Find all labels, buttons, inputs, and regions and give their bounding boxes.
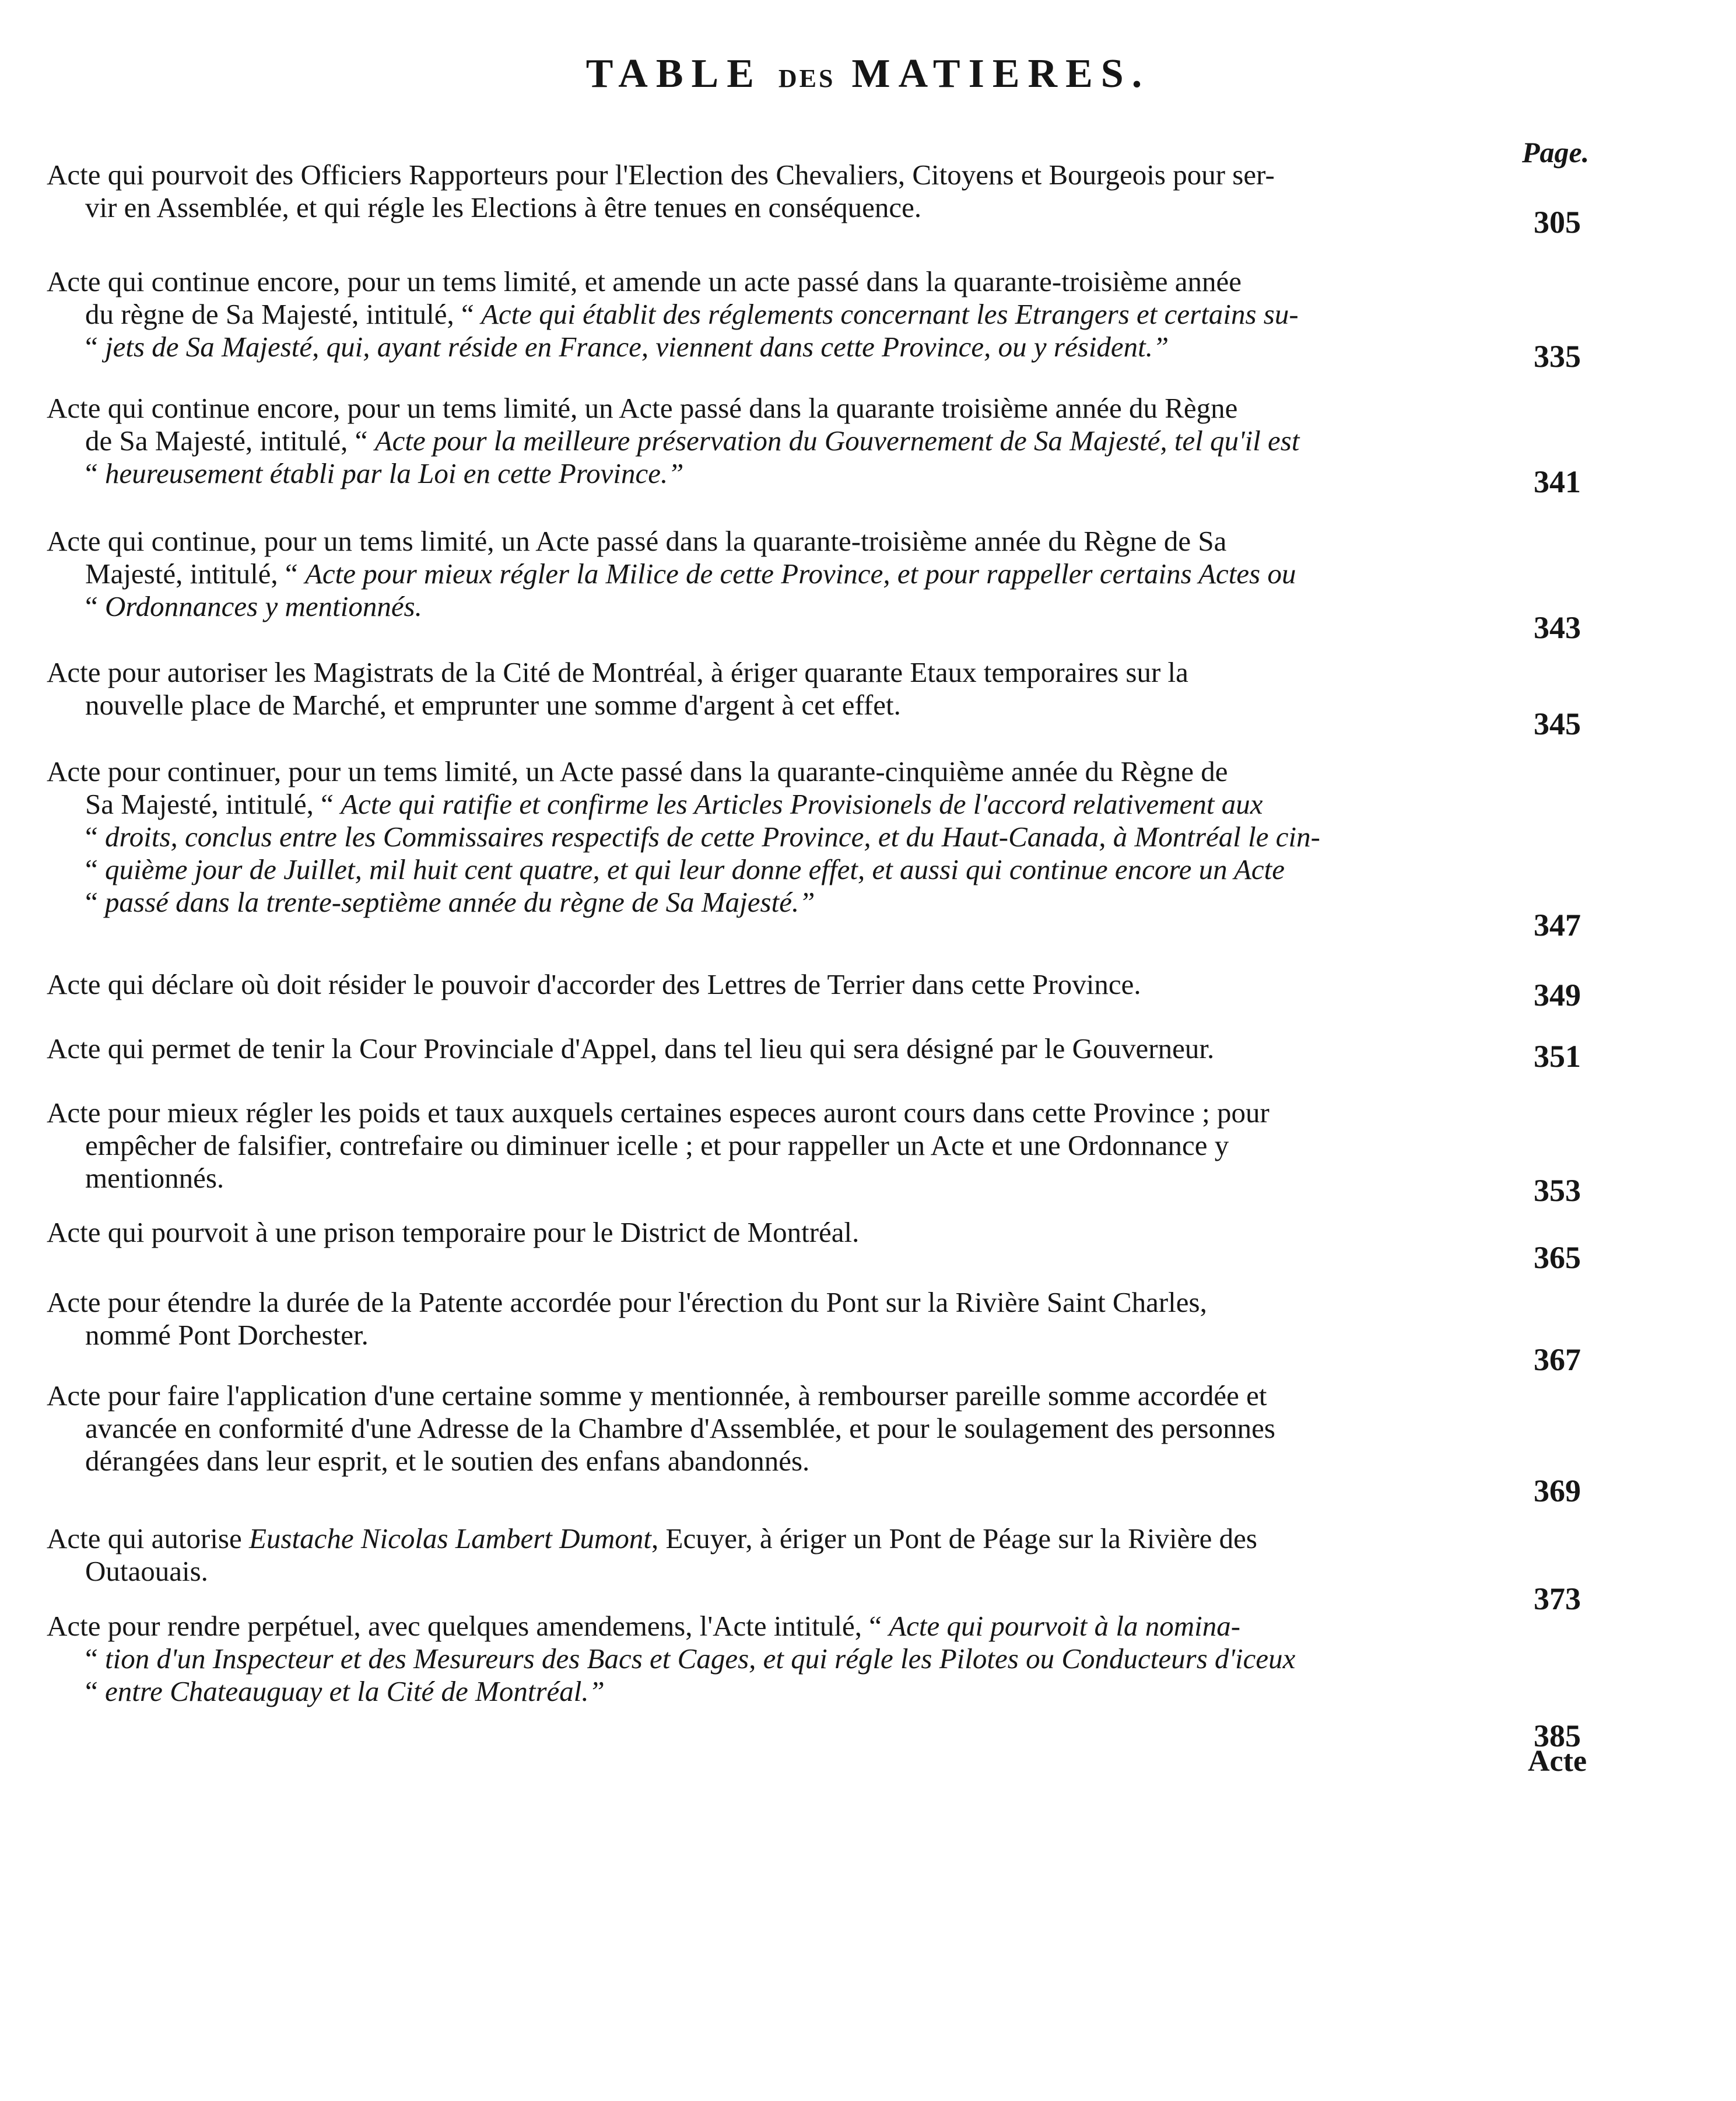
toc-entry bbox=[47, 1032, 1499, 1065]
page-number: 351 bbox=[1534, 1039, 1581, 1074]
text: “ bbox=[85, 853, 105, 885]
toc-entry-line bbox=[47, 298, 1499, 331]
toc-entry-line bbox=[47, 1286, 1499, 1319]
toc-entry-line bbox=[47, 821, 1499, 853]
text: Acte pour continuer, pour un tems limité, un Acte passé dans la quarante-cinquième année du Règne de bbox=[47, 755, 1228, 787]
toc-entry-line bbox=[47, 656, 1499, 689]
text: dérangées dans leur esprit, et le soutien des enfans abandonnés. bbox=[85, 1445, 810, 1477]
toc-entry bbox=[47, 1097, 1499, 1195]
text: Acte qui continue, pour un tems limité, un Acte passé dans la quarante-troisième année du Règne de Sa bbox=[47, 525, 1227, 557]
toc-entry bbox=[47, 656, 1499, 722]
toc-entry-line bbox=[47, 1412, 1499, 1445]
toc-entry-line bbox=[47, 886, 1499, 919]
text: Acte qui continue encore, pour un tems limité, un Acte passé dans la quarante troisième année du Règne bbox=[47, 392, 1238, 424]
text: Acte pour mieux régler les poids et taux auxquels certaines especes auront cours dans cette Province ; pour bbox=[47, 1097, 1269, 1129]
title-part-2: DES bbox=[778, 64, 836, 93]
italic-text: passé dans la trente-septième année du règne de Sa Majesté.” bbox=[105, 886, 815, 918]
toc-entry-line bbox=[47, 525, 1499, 558]
toc-entry-line bbox=[47, 1675, 1499, 1708]
toc-entry-line bbox=[47, 1032, 1499, 1065]
italic-text: Acte qui pourvoit à la nomina- bbox=[889, 1610, 1241, 1642]
title-part-3: MATIERES. bbox=[851, 51, 1151, 96]
italic-text: Acte qui ratifie et confirme les Articles Provisionels de l'accord relativement aux bbox=[341, 788, 1263, 820]
toc-entry-line bbox=[47, 689, 1499, 722]
text: , Ecuyer, à ériger un Pont de Péage sur la Rivière des bbox=[651, 1522, 1257, 1554]
toc-entry-line bbox=[47, 1555, 1499, 1588]
text: Acte qui pourvoit à une prison temporaire pour le District de Montréal. bbox=[47, 1216, 860, 1248]
toc-entry bbox=[47, 525, 1499, 623]
text: mentionnés. bbox=[85, 1162, 225, 1194]
page-number: 367 bbox=[1534, 1342, 1581, 1377]
toc-entry-line bbox=[47, 457, 1499, 490]
text: “ bbox=[85, 590, 105, 622]
page-number: 305 bbox=[1534, 205, 1581, 240]
text: nouvelle place de Marché, et emprunter une somme d'argent à cet effet. bbox=[85, 689, 901, 721]
text: de Sa Majesté, intitulé, “ bbox=[85, 425, 375, 457]
toc-entry-line bbox=[47, 1216, 1499, 1249]
toc-entry-line bbox=[47, 558, 1499, 590]
page-column-header: Page. bbox=[1522, 136, 1590, 169]
text: Acte qui permet de tenir la Cour Provinciale d'Appel, dans tel lieu qui sera désigné par le Gouverneur. bbox=[47, 1032, 1215, 1064]
italic-text: Acte pour la meilleure préservation du Gouvernement de Sa Majesté, tel qu'il est bbox=[374, 425, 1300, 457]
toc-entry-line bbox=[47, 265, 1499, 298]
toc-entry-line bbox=[47, 331, 1499, 363]
toc-entry bbox=[47, 755, 1499, 919]
page-number: 365 bbox=[1534, 1240, 1581, 1275]
text: Acte pour étendre la durée de la Patente accordée pour l'érection du Pont sur la Rivière Saint Charles, bbox=[47, 1286, 1207, 1318]
toc-entry-line bbox=[47, 1610, 1499, 1643]
italic-text: Eustache Nicolas Lambert Dumont bbox=[248, 1522, 652, 1554]
toc-entry bbox=[47, 968, 1499, 1001]
toc-entry-line bbox=[47, 590, 1499, 623]
toc-entry bbox=[47, 1522, 1499, 1588]
italic-text: Acte qui établit des réglements concernant les Etrangers et certains su- bbox=[481, 298, 1299, 330]
toc-entry bbox=[47, 1286, 1499, 1351]
toc-entry bbox=[47, 392, 1499, 490]
text: avancée en conformité d'une Adresse de la Chambre d'Assemblée, et pour le soulagement des personnes bbox=[85, 1412, 1275, 1444]
text: du règne de Sa Majesté, intitulé, “ bbox=[85, 298, 481, 330]
toc-entry-line bbox=[47, 392, 1499, 425]
page-title bbox=[0, 48, 1736, 105]
toc-entry-line bbox=[47, 1097, 1499, 1129]
text: Acte qui autorise bbox=[47, 1522, 249, 1554]
page-number: 385 bbox=[1534, 1718, 1581, 1753]
toc-entry-line bbox=[47, 755, 1499, 788]
text: Acte qui déclare où doit résider le pouvoir d'accorder des Lettres de Terrier dans cette Province. bbox=[47, 968, 1141, 1000]
italic-text: tion d'un Inspecteur et des Mesureurs des Bacs et Cages, et qui régle les Pilotes ou Conducteurs d'iceux bbox=[105, 1643, 1296, 1675]
toc-entry bbox=[47, 1216, 1499, 1249]
text: “ bbox=[85, 1675, 105, 1707]
toc-entry bbox=[47, 265, 1499, 363]
page-number: 341 bbox=[1534, 464, 1581, 499]
toc-entry-line bbox=[47, 425, 1499, 457]
toc-entry-line bbox=[47, 968, 1499, 1001]
toc-entry-line bbox=[47, 1129, 1499, 1162]
italic-text: droits, conclus entre les Commissaires respectifs de cette Province, et du Haut-Canada, à Montréal le cin- bbox=[105, 821, 1320, 853]
text: “ bbox=[85, 457, 105, 489]
text: empêcher de falsifier, contrefaire ou diminuer icelle ; et pour rappeller un Acte et une Ordonnance y bbox=[85, 1129, 1229, 1161]
text: Acte pour autoriser les Magistrats de la Cité de Montréal, à ériger quarante Etaux temporaires sur la bbox=[47, 656, 1188, 688]
toc-entry-line bbox=[47, 1522, 1499, 1555]
toc-entry bbox=[47, 1610, 1499, 1708]
toc-entry-line bbox=[47, 159, 1499, 191]
text: nommé Pont Dorchester. bbox=[85, 1319, 369, 1351]
toc-entry bbox=[47, 1379, 1499, 1477]
italic-text: entre Chateauguay et la Cité de Montréal.” bbox=[105, 1675, 605, 1707]
text: Acte qui continue encore, pour un tems limité, et amende un acte passé dans la quarante-troisième année bbox=[47, 265, 1242, 297]
page-number: 335 bbox=[1534, 339, 1581, 374]
italic-text: heureusement établi par la Loi en cette Province.” bbox=[105, 457, 684, 489]
toc-entry-line bbox=[47, 1162, 1499, 1195]
title-part-1: TABLE bbox=[585, 51, 762, 96]
text: Outaouais. bbox=[85, 1555, 208, 1587]
text: Majesté, intitulé, “ bbox=[85, 558, 305, 590]
text: “ bbox=[85, 821, 105, 853]
toc-entry-line bbox=[47, 788, 1499, 821]
text: Sa Majesté, intitulé, “ bbox=[85, 788, 341, 820]
text: Acte pour rendre perpétuel, avec quelques amendemens, l'Acte intitulé, “ bbox=[47, 1610, 889, 1642]
toc-entry-line bbox=[47, 1643, 1499, 1675]
italic-text: quième jour de Juillet, mil huit cent quatre, et qui leur donne effet, et aussi qui continue encore un Acte bbox=[105, 853, 1285, 885]
page-number: 349 bbox=[1534, 978, 1581, 1013]
italic-text: Acte pour mieux régler la Milice de cette Province, et pour rappeller certains Actes ou bbox=[304, 558, 1296, 590]
text: vir en Assemblée, et qui régle les Elections à être tenues en conséquence. bbox=[85, 191, 922, 223]
page-number: 353 bbox=[1534, 1173, 1581, 1208]
page-number: 343 bbox=[1534, 610, 1581, 645]
toc-entry-line bbox=[47, 1445, 1499, 1477]
page-number: 369 bbox=[1534, 1473, 1581, 1508]
toc-entry-line bbox=[47, 191, 1499, 224]
text: “ bbox=[85, 331, 105, 363]
text: “ bbox=[85, 1643, 105, 1675]
toc-entry-line bbox=[47, 1319, 1499, 1351]
page-number: 345 bbox=[1534, 706, 1581, 741]
toc-entry-line bbox=[47, 1379, 1499, 1412]
toc-entry bbox=[47, 159, 1499, 224]
catchword: Acte bbox=[1528, 1745, 1587, 1778]
page-number: 347 bbox=[1534, 908, 1581, 943]
page-number: 373 bbox=[1534, 1581, 1581, 1616]
toc-entry-line bbox=[47, 853, 1499, 886]
italic-text: Ordonnances y mentionnés. bbox=[105, 590, 422, 622]
italic-text: jets de Sa Majesté, qui, ayant réside en France, viennent dans cette Province, ou y résident.” bbox=[105, 331, 1169, 363]
text: “ bbox=[85, 886, 105, 918]
text: Acte pour faire l'application d'une certaine somme y mentionnée, à rembourser pareille somme accordée et bbox=[47, 1379, 1267, 1412]
text: Acte qui pourvoit des Officiers Rapporteurs pour l'Election des Chevaliers, Citoyens et Bourgeois pour ser- bbox=[47, 159, 1275, 191]
